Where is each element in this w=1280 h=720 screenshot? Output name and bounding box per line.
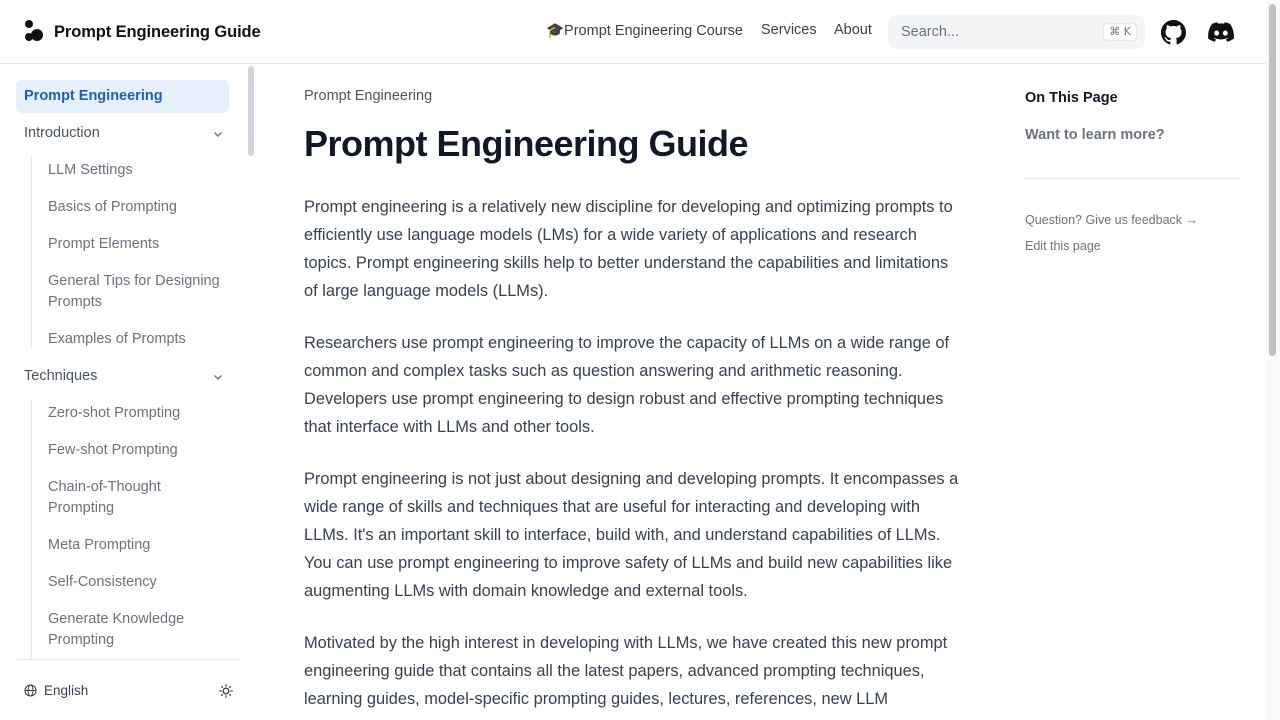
nav-link-course[interactable]: 🎓Prompt Engineering Course [546, 23, 743, 39]
sidebar-section-techniques[interactable] [24, 366, 224, 387]
chevron-down-icon [212, 128, 224, 140]
sidebar-scrollbar[interactable] [248, 66, 254, 156]
sidebar-item-llm-settings[interactable]: LLM Settings [48, 162, 133, 178]
sidebar-item-prompt-elements[interactable]: Prompt Elements [48, 236, 160, 252]
logo-icon [24, 19, 46, 45]
search-shortcut-badge: ⌘ K [1103, 23, 1137, 41]
edit-page-link[interactable]: Edit this page [1025, 239, 1101, 253]
site-title: Prompt Engineering Guide [54, 22, 261, 41]
sidebar-subtree-line [31, 157, 32, 347]
sidebar-item-zero-shot[interactable]: Zero-shot Prompting [48, 405, 181, 421]
chevron-down-icon [212, 371, 224, 383]
sidebar-item-few-shot[interactable]: Few-shot Prompting [48, 442, 178, 458]
breadcrumb[interactable]: Prompt Engineering [304, 88, 433, 104]
discord-icon[interactable] [1208, 19, 1234, 45]
theme-toggle-sun-icon[interactable] [219, 684, 233, 698]
globe-icon [24, 684, 37, 697]
toc-divider [1025, 178, 1239, 179]
github-icon[interactable] [1160, 19, 1186, 45]
nav-link-services[interactable]: Services [761, 22, 817, 38]
page-scrollbar-thumb[interactable] [1269, 4, 1276, 356]
sidebar-subtree-line [31, 400, 32, 660]
search-box [888, 15, 1145, 49]
top-navbar [0, 0, 1266, 64]
sidebar-section-label: Introduction [24, 125, 100, 141]
toc-title: On This Page [1025, 90, 1118, 106]
sidebar-item-generate-knowledge[interactable]: Generate Knowledge Prompting [48, 611, 185, 648]
sidebar [0, 65, 256, 720]
top-nav-links [546, 22, 894, 39]
sidebar-item-chain-of-thought[interactable]: Chain-of-Thought Prompting [48, 479, 161, 516]
site-logo-link[interactable] [24, 19, 261, 45]
sidebar-section-introduction[interactable] [24, 123, 224, 144]
page-scrollbar[interactable] [1266, 0, 1280, 720]
sidebar-item-self-consistency[interactable]: Self-Consistency [48, 574, 157, 590]
paragraph: Researchers use prompt engineering to improve the capacity of LLMs on a wide range of common and complex tasks such as question answering and arithmetic reasoning. Developers use prompt engineering to design robust and effective prompting techniques that interface with LLMs and other tools. [304, 334, 950, 436]
language-label: English [44, 683, 89, 698]
sidebar-item-examples-of-prompts[interactable]: Examples of Prompts [48, 331, 186, 347]
language-switcher[interactable] [24, 683, 88, 698]
paragraph: Motivated by the high interest in developing with LLMs, we have created this new prompt engineering guide that contains all the latest papers, advanced prompting techniques, learning guides, model-specific prompting guides, lectures, references, new LLM [304, 634, 948, 708]
nav-link-about[interactable]: About [834, 22, 872, 38]
toc-link-want-to-learn-more[interactable]: Want to learn more? [1025, 127, 1165, 143]
feedback-link[interactable]: Question? Give us feedback → [1025, 213, 1199, 227]
sidebar-item-basics-of-prompting[interactable]: Basics of Prompting [48, 199, 177, 215]
sidebar-section-label: Techniques [24, 368, 98, 384]
sidebar-item-meta-prompting[interactable]: Meta Prompting [48, 537, 151, 553]
paragraph: Prompt engineering is not just about designing and developing prompts. It encompasses a wide range of skills and techniques that are useful for interacting and developing with LLMs. It's an important skill to interface, build with, and understand capabilities of LLMs. You can use prompt engineering to improve safety of LLMs and build new capabilities like augmenting LLMs with domain knowledge and external tools. [304, 470, 959, 600]
paragraph: Prompt engineering is a relatively new discipline for developing and optimizing prompts to efficiently use language models (LMs) for a wide variety of applications and research topics. Prompt engineering skills help to better understand the capabilities and limitations of large language models (LLMs). [304, 198, 953, 300]
sidebar-footer [16, 659, 240, 720]
sidebar-item-prompt-engineering[interactable]: Prompt Engineering [16, 80, 229, 113]
page-title: Prompt Engineering Guide [304, 123, 749, 164]
sidebar-item-general-tips[interactable]: General Tips for Designing Prompts [48, 273, 220, 310]
